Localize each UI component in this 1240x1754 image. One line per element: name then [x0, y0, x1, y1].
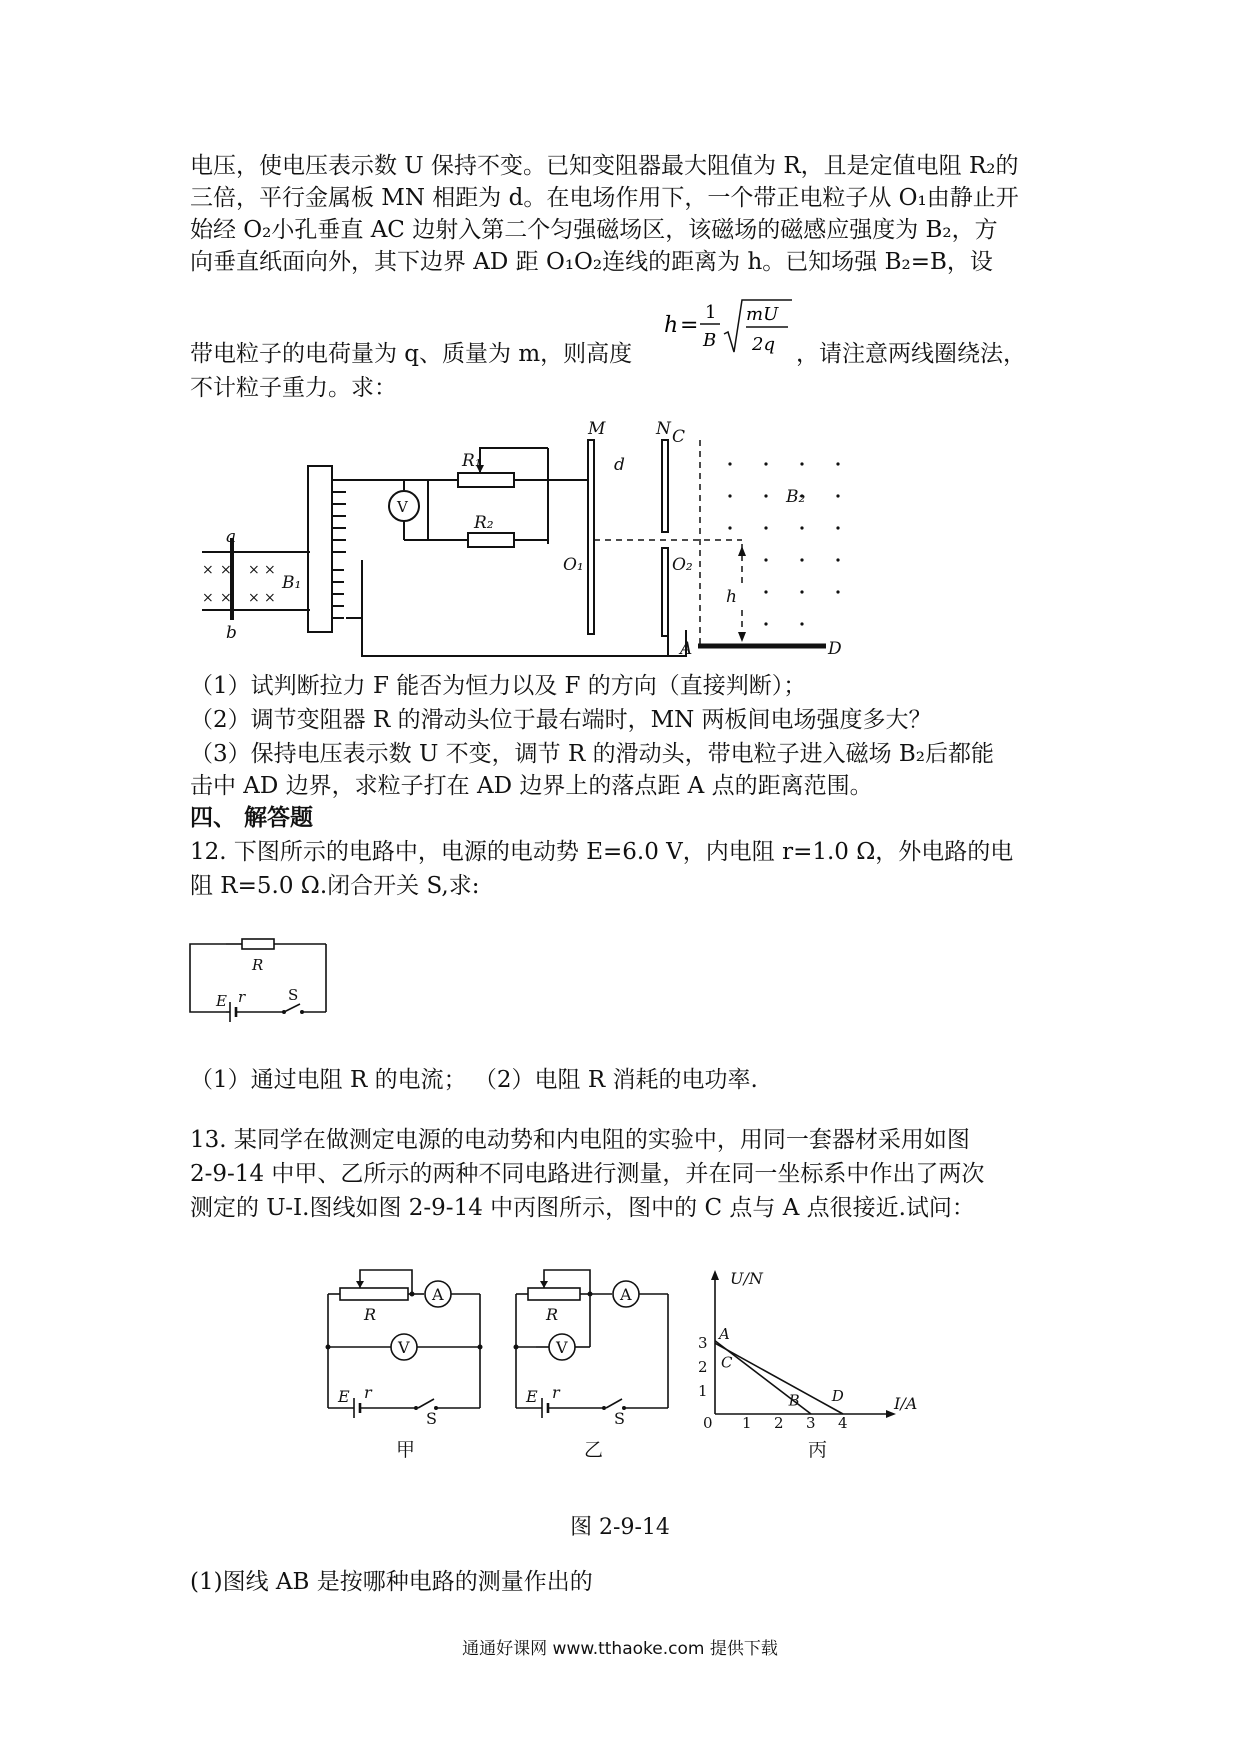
p12-questions: （1）通过电阻 R 的电流； （2）电阻 R 消耗的电功率.: [190, 1067, 758, 1093]
figure-p12-circuit: [186, 930, 336, 1020]
x-tick-label: 2: [774, 1414, 784, 1432]
label-O2: O₂: [672, 555, 693, 575]
formula-rad-num: mU: [746, 304, 779, 325]
x-tick-label: 4: [838, 1414, 848, 1432]
jia-label-S: S: [426, 1409, 437, 1428]
jia-label-E: E: [338, 1387, 350, 1406]
formula-rad-den: 2q: [752, 334, 775, 355]
p12-label-E: E: [216, 992, 227, 1010]
x-tick-label: 1: [742, 1414, 752, 1432]
point-label-b: B: [788, 1391, 800, 1410]
p11-line6: 不计粒子重力。求：: [190, 375, 397, 401]
y-tick-label: 2: [698, 1358, 708, 1376]
p12-label-R: R: [252, 956, 264, 974]
x-tick-label: 3: [806, 1414, 816, 1432]
yi-ammeter-label: A: [620, 1285, 632, 1304]
cross-mark: ×: [220, 590, 232, 606]
p11-line2: 三倍，平行金属板 MN 相距为 d。在电场作用下，一个带正电粒子从 O₁由静止开: [190, 185, 1019, 211]
p11-line3: 始经 O₂小孔垂直 AC 边射入第二个匀强磁场区，该磁场的磁感应强度为 B₂，方: [190, 217, 998, 243]
caption-jia: 甲: [396, 1439, 416, 1461]
p11-line4: 向垂直纸面向外，其下边界 AD 距 O₁O₂连线的距离为 h。已知场强 B₂=B，设: [190, 249, 993, 275]
formula-eq: =: [680, 313, 699, 338]
p11-q3b: 击中 AD 边界，求粒子打在 AD 边界上的落点距 A 点的距离范围。: [190, 773, 873, 799]
formula-lhs: h: [664, 313, 679, 338]
label-V: V: [397, 498, 408, 516]
label-d: d: [614, 455, 625, 475]
jia-label-r: r: [364, 1383, 372, 1402]
p11-line5-before: 带电粒子的电荷量为 q、质量为 m，则高度: [190, 341, 633, 367]
label-C: C: [672, 427, 686, 447]
point-label-c: C: [721, 1353, 733, 1372]
yi-label-S: S: [614, 1409, 625, 1428]
point-label-a: A: [719, 1324, 730, 1343]
label-R1: R₁: [462, 451, 482, 471]
label-A: A: [680, 639, 693, 659]
yi-label-R: R: [546, 1305, 559, 1324]
p11-q3a: （3）保持电压表示数 U 不变，调节 R 的滑动头，带电粒子进入磁场 B₂后都能: [190, 741, 995, 767]
cross-mark: ×: [202, 590, 214, 606]
label-N: N: [656, 419, 671, 439]
figure-caption: 图 2-9-14: [570, 1515, 670, 1540]
p13-line1: 13. 某同学在做测定电源的电动势和内电阻的实验中，用同一套器材采用如图: [190, 1127, 970, 1153]
formula-num: 1: [705, 302, 717, 323]
label-B2: B₂: [786, 487, 806, 507]
label-D: D: [828, 639, 842, 659]
p11-q1: （1）试判断拉力 F 能否为恒力以及 F 的方向（直接判断）；: [190, 673, 807, 699]
label-M: M: [588, 419, 606, 439]
p13-line3: 测定的 U-I.图线如图 2-9-14 中丙图所示，图中的 C 点与 A 点很接近.试问：: [190, 1195, 975, 1221]
cross-mark: ×: [264, 562, 276, 578]
figure-p11-apparatus: [190, 420, 840, 660]
cross-mark: ×: [220, 562, 232, 578]
caption-bing: 丙: [808, 1439, 828, 1461]
label-R2: R₂: [474, 513, 494, 533]
formula-h: [662, 294, 798, 364]
jia-ammeter-label: A: [432, 1285, 444, 1304]
label-h: h: [726, 587, 737, 607]
series-line-cd: [715, 1343, 843, 1414]
chart-ylabel: U/N: [730, 1269, 763, 1288]
yi-label-r: r: [552, 1383, 560, 1402]
p12-label-S: S: [288, 986, 299, 1004]
cross-mark: ×: [202, 562, 214, 578]
figure-ui-chart: [690, 1262, 930, 1462]
p11-line5-after: ，请注意两线圈绕法，: [796, 341, 1026, 367]
p12-label-r: r: [238, 988, 246, 1006]
chart-xlabel: I/A: [894, 1394, 918, 1413]
p13-q1: (1)图线 AB 是按哪种电路的测量作出的: [190, 1569, 593, 1595]
formula-den: B: [703, 330, 717, 351]
y-tick-label: 3: [698, 1334, 708, 1352]
label-a: a: [226, 527, 237, 547]
figure-circuit-jia: [320, 1262, 490, 1462]
label-b: b: [226, 623, 237, 643]
caption-yi: 乙: [584, 1439, 604, 1461]
figure-circuit-yi: [508, 1262, 678, 1462]
p11-q2: （2）调节变阻器 R 的滑动头位于最右端时，MN 两板间电场强度多大？: [190, 707, 932, 733]
cross-mark: ×: [264, 590, 276, 606]
p13-line2: 2-9-14 中甲、乙所示的两种不同电路进行测量，并在同一坐标系中作出了两次: [190, 1161, 985, 1187]
x-tick-label: 0: [703, 1414, 713, 1432]
page-footer: 通通好课网 www.tthaoke.com 提供下载: [462, 1639, 778, 1659]
jia-voltmeter-label: V: [398, 1338, 410, 1357]
jia-label-R: R: [364, 1305, 377, 1324]
p12-line1: 12. 下图所示的电路中，电源的电动势 E=6.0 V，内电阻 r=1.0 Ω，外电路的电: [190, 839, 1014, 865]
label-B1: B₁: [282, 573, 302, 593]
yi-voltmeter-label: V: [556, 1338, 568, 1357]
label-O1: O₁: [563, 555, 584, 575]
cross-mark: ×: [248, 562, 260, 578]
p12-line2: 阻 R=5.0 Ω.闭合开关 S,求:: [190, 873, 480, 899]
point-label-d: D: [831, 1386, 844, 1405]
p11-line1: 电压，使电压表示数 U 保持不变。已知变阻器最大阻值为 R，且是定值电阻 R₂的: [190, 153, 1019, 179]
y-tick-label: 1: [698, 1382, 708, 1400]
yi-label-E: E: [526, 1387, 538, 1406]
section-heading: 四、 解答题: [190, 805, 314, 831]
cross-mark: ×: [248, 590, 260, 606]
